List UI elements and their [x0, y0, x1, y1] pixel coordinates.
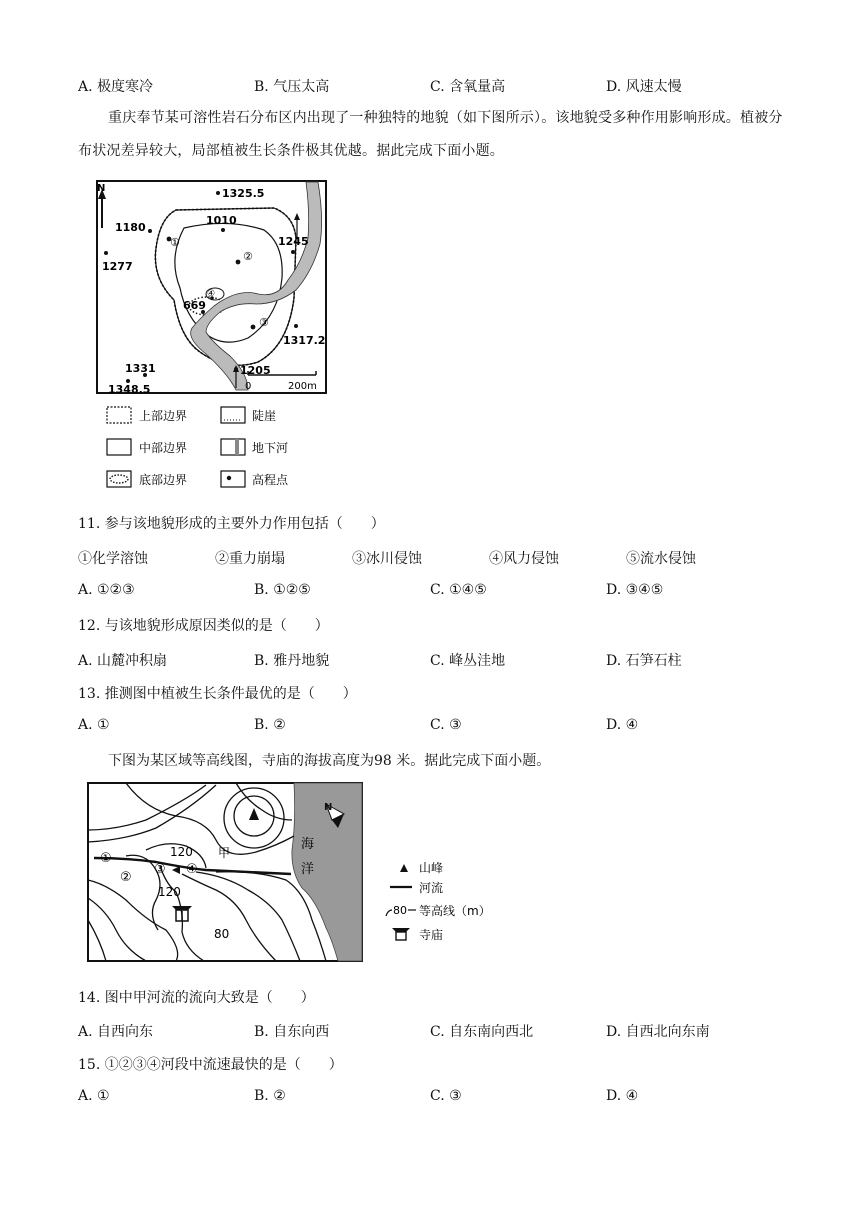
- contour-label-120-top: 120: [170, 845, 193, 859]
- q11-option-c: C. ①④⑤: [430, 582, 487, 598]
- elev-1277: 1277: [102, 260, 133, 273]
- q11-choice-1: ①化学溶蚀: [78, 551, 148, 567]
- legend-middle-boundary: 中部边界: [139, 441, 188, 455]
- site-3: ③: [259, 316, 269, 329]
- site-1: ①: [170, 236, 180, 249]
- q13-stem: 13. 推测图中植被生长条件最优的是（ ）: [78, 686, 357, 702]
- karst-landform-map: [88, 178, 348, 500]
- site-label-3: ③: [154, 862, 166, 877]
- legend-cliff: 陡崖: [252, 409, 277, 423]
- q12-option-a: A. 山麓冲积扇: [78, 653, 168, 669]
- sea-label-2: 洋: [301, 862, 315, 877]
- q11-choice-4: ④风力侵蚀: [489, 551, 559, 567]
- q13-option-d: D. ④: [606, 717, 639, 733]
- q14-option-a: A. 自西向东: [78, 1024, 154, 1040]
- q13-option-c: C. ③: [430, 717, 462, 733]
- q11-option-b: B. ①②⑤: [254, 582, 311, 598]
- q14-option-d: D. 自西北向东南: [606, 1024, 710, 1040]
- q12-option-d: D. 石笋石柱: [606, 653, 682, 669]
- north-label: N: [97, 183, 106, 194]
- contour-label-120-bottom: 120: [158, 885, 181, 899]
- elev-1205: 1205: [240, 364, 271, 377]
- sea-label-1: 海: [301, 837, 315, 852]
- q14-stem: 14. 图中甲河流的流向大致是（ ）: [78, 990, 315, 1006]
- elev-1325-5: 1325.5: [222, 187, 265, 200]
- q15-stem: 15. ①②③④河段中流速最快的是（ ）: [78, 1057, 343, 1073]
- legend-bottom-boundary: 底部边界: [139, 473, 188, 487]
- q13-option-a: A. ①: [78, 717, 110, 733]
- q12-stem: 12. 与该地貌形成原因类似的是（ ）: [78, 618, 329, 634]
- q11-option-d: D. ③④⑤: [606, 582, 664, 598]
- q11-choice-3: ③冰川侵蚀: [352, 551, 422, 567]
- q10-option-a: A. 极度寒冷: [78, 79, 154, 95]
- elev-1010: 1010: [206, 214, 237, 227]
- q15-option-b: B. ②: [254, 1088, 286, 1104]
- q13-option-b: B. ②: [254, 717, 286, 733]
- legend-temple: 寺庙: [419, 928, 444, 942]
- q11-option-a: A. ①②③: [78, 582, 135, 598]
- q11-choice-2: ②重力崩塌: [215, 551, 285, 567]
- legend-contour-80: 80: [393, 904, 407, 917]
- intro-paragraph-1: 重庆奉节某可溶性岩石分布区内出现了一种独特的地貌（如下图所示）。该地貌受多种作用影响形成。植被分布状况差异较大，局部植被生长条件极其优越。据此完成下面小题。: [78, 110, 783, 159]
- q15-option-d: D. ④: [606, 1088, 639, 1104]
- elev-669: 669: [183, 299, 206, 312]
- legend-peak: 山峰: [419, 861, 444, 875]
- q11-stem: 11. 参与该地貌形成的主要外力作用包括（ ）: [78, 516, 385, 532]
- q14-option-c: C. 自东南向西北: [430, 1024, 534, 1040]
- intro-paragraph-2: 下图为某区域等高线图，寺庙的海拔高度为98 米。据此完成下面小题。: [108, 753, 551, 769]
- q15-option-c: C. ③: [430, 1088, 462, 1104]
- q10-option-d: D. 风速太慢: [606, 79, 682, 95]
- map2-legend: [386, 861, 491, 942]
- site-label-2: ②: [120, 870, 132, 885]
- site-2: ②: [243, 250, 253, 263]
- scale-zero: 0: [245, 381, 252, 392]
- q12-option-b: B. 雅丹地貌: [254, 653, 330, 669]
- svg-text:N: N: [324, 802, 333, 813]
- q10-option-c: C. 含氧量高: [430, 79, 506, 95]
- q15-option-a: A. ①: [78, 1088, 110, 1104]
- elev-1180: 1180: [115, 221, 146, 234]
- scale-200m: 200m: [288, 381, 317, 392]
- site-label-1: ①: [100, 851, 112, 866]
- q14-option-b: B. 自东向西: [254, 1024, 330, 1040]
- contour-label-80: 80: [214, 927, 230, 941]
- map1-legend: [107, 407, 289, 487]
- legend-contour: 等高线（m）: [419, 904, 491, 918]
- site-label-4: ④: [186, 862, 198, 877]
- q11-choice-5: ⑤流水侵蚀: [626, 551, 696, 567]
- site-4: ④: [207, 289, 216, 299]
- legend-upper-boundary: 上部边界: [139, 409, 188, 423]
- legend-underground-river: 地下河: [252, 441, 289, 455]
- elev-1245: 1245: [278, 235, 309, 248]
- elev-1348-5: 1348.5: [108, 383, 151, 396]
- q12-option-c: C. 峰丛洼地: [430, 653, 506, 669]
- legend-elevation-point: 高程点: [252, 473, 289, 487]
- q10-option-b: B. 气压太高: [254, 79, 330, 95]
- legend-river: 河流: [419, 881, 444, 895]
- elev-1317-2: 1317.2: [283, 334, 326, 347]
- river-label-jia: 甲: [218, 846, 231, 860]
- contour-map: [86, 780, 491, 970]
- elev-1331: 1331: [125, 362, 156, 375]
